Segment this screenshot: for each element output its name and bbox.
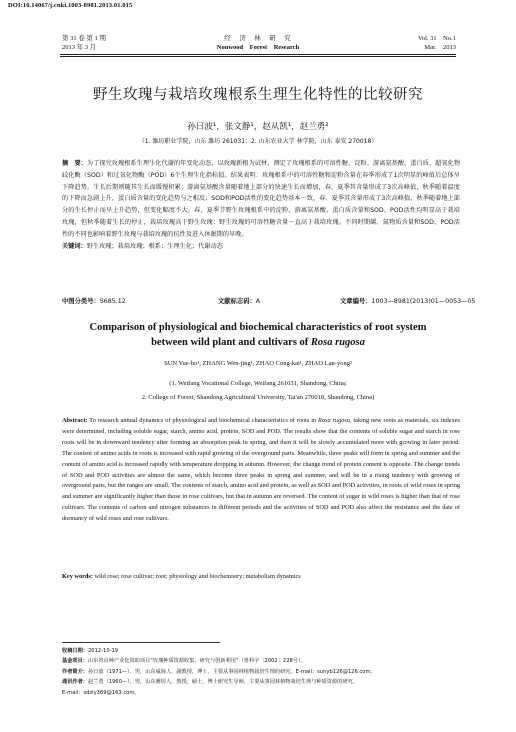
en-keywords-label: Key words: xyxy=(62,573,93,580)
cn-abstract-text: 为了探究玫瑰根系生理生化代谢的年变化动态，以玫瑰新根为试材，测定了玫瑰根系的可溶性糖、淀粉、游离氨基酸、蛋白质、超氧化物歧化酶（SOD）和过氧化物酶（POD）6个生理生化指标值。结果表明：玫瑰根系中的可溶性糖和淀粉含量在春季形成了1次明显的峰值后总体呈下降趋势，生长后期则随其生长而缓慢积累；游离氨基酸含量随着地上部分的快速生长而增加，春、夏季其含量形成了3次高峰值，秋季随着温度的下降而急剧上升，蛋白质含量的变化趋势与之相反；SOD和POD活性的变化趋势基本一致，春、夏季其含量形成了3次高峰值，秋季随着地上部分的生长停止而呈上升趋势，但变化幅度不大。春、夏季节野生玫瑰根系中的淀粉、游离氨基酸、蛋白质含量和SOD、POD活性均明显高于栽培玫瑰，但秋季随着生长的停止，栽培玫瑰高于野生玫瑰；野生玫瑰的可溶性糖含量一直高于栽培玫瑰。不同时期碳、氮物质含量和SOD、POD活性的不同也影响着野生玫瑰与栽培玫瑰的抗性及进入休眠期的早晚。 xyxy=(62,160,461,238)
en-affiliation-2: 2. College of Forest, Shandong Agricultural University, Tai'an 270018, Shandong, China) xyxy=(141,394,375,401)
footnote-author2-email: E-mail：sdzly369@163.com。 xyxy=(62,689,140,696)
en-abstract-text-1: To research annual dynamics of physiological and biochemical characteristics of roots in xyxy=(87,417,319,424)
en-affiliations xyxy=(0,377,516,405)
received-label: 收稿日期： xyxy=(62,648,88,654)
cn-keywords: 野生玫瑰；栽培玫瑰；根系；生理生化；代谢动态 xyxy=(86,242,223,250)
cn-affiliations: （1. 潍坊职业学院，山东 潍坊 261031；2. 山东农业大学 林学院，山东 泰安 270018） xyxy=(138,138,378,145)
fund-label: 基金项目： xyxy=(62,658,88,665)
clc-value: S685.12 xyxy=(99,298,126,305)
en-keywords-block xyxy=(62,573,460,580)
footnotes xyxy=(62,646,462,698)
cn-keywords-label: 关键词： xyxy=(62,242,87,250)
publication-date: 2013 年 3 月 xyxy=(62,44,97,51)
en-title xyxy=(0,320,516,350)
doc-code-value: A xyxy=(255,298,261,305)
en-abstract-text-2: , taking new roots as materials, six indexes were determined, including soluble sugar, starch, amino acid, protein, SOD and POD. The results show that the contents of soluble sugar and starch in rose roots will be in downward tendency after forming an absorption peak in spring, and then it will be slowly accumulated more with growing in later period. The content of amino acids in roots is increased with rapid growing of the overground parts. Meanwhile, three peaks will form in spring and summer and the content of amino acid is increased rapidly with temperature dropping in autumn. However, the change trend of protein content is opposite. The change trends of SOD and POD activities are almost the same, which become three peaks in spring and summer, and will be in a rising tendency with growing of overground parts, but the ranges are small. The contents of starch, amino acid and protein, as well as SOD and POD activities, in roots of wild roses in spring and summer are significantly higher than those in rose cultivars, but that in autumn are reversed. The content of sugar in wild roses is higher than that of rose cultivars. The contents of carbon and nitrogen substances in different periods and the activities of SOD and POD also affect the resistance and the date of dormancy of wild roses and rose cultivars. xyxy=(62,417,460,523)
en-abstract-block xyxy=(62,416,460,525)
footnote-rule xyxy=(62,642,220,643)
en-title-species: Rosa rugosa xyxy=(310,337,365,348)
en-keywords: wild rose; rose cultivar; root; physiology and biochemistry; metabolism dynamics xyxy=(92,573,301,580)
cn-authors: 孙曰波¹，张文静¹，赵从凯¹，赵兰勇² xyxy=(187,122,329,132)
article-no-field xyxy=(340,296,475,305)
author2-text: 赵兰勇（1960—），男，山东潍坊人，教授，硕士，博士研究生导师，主要从事园林植物栽培生理与种质资源的研究。 xyxy=(87,679,358,686)
footnote-received xyxy=(62,646,462,656)
en-title-line2-text: between wild plant and cultivars of xyxy=(151,337,311,348)
en-title-line1: Comparison of physiological and biochemical characteristics of root system xyxy=(89,322,427,333)
footnote-fund xyxy=(62,656,462,666)
en-abstract-label: Abstract: xyxy=(62,417,88,424)
cn-abstract-label: 摘 要： xyxy=(62,160,87,167)
journal-volume-info-en xyxy=(418,34,456,52)
author1-label: 作者简介： xyxy=(62,668,88,675)
fund-text: 山东省良种产业化资助项目“玫瑰种质资源收集、研究与创新利用”（鲁科字〔2002〕228号）。 xyxy=(87,658,306,665)
doi-line: DOI:10.14067/j.cnki.1003-8981.2013.01.015 xyxy=(8,2,133,9)
doc-code-field xyxy=(218,296,260,305)
doc-code-label: 文献标志码： xyxy=(218,298,256,305)
header-rule-thin xyxy=(60,56,456,57)
footnote-author1 xyxy=(62,667,462,677)
journal-name-en: Nonwood Forest Research xyxy=(216,44,300,51)
volume-issue-en: Vol. 31 No.1 xyxy=(418,35,456,42)
clc-field xyxy=(62,296,126,305)
publication-date-en: Mar. 2013 xyxy=(424,44,456,51)
en-affiliation-1: (1. Weifang Vocational College, Weifang 261031, Shandong, China; xyxy=(169,380,347,387)
author1-text: 孙曰波（1971—），男，山东威海人，副教授，博士，主要从事园林植物栽培生理的研究。E-mail：sunyb126@126.com。 xyxy=(87,668,376,675)
clc-label: 中图分类号： xyxy=(62,298,100,305)
en-abstract-species: Rosa rugosa xyxy=(318,417,350,424)
header-rule xyxy=(60,54,456,55)
article-no-value: 1003—8981(2013)01—0053—05 xyxy=(371,298,476,305)
article-no-label: 文章编号： xyxy=(340,298,372,305)
en-title-line2 xyxy=(0,335,516,350)
author2-label: 通讯作者： xyxy=(62,679,88,686)
received-date: 2012-10-19 xyxy=(87,648,119,654)
en-authors: SUN Yue-bo¹, ZHANG Wen-jing¹, ZHAO Cong-kai¹, ZHAO Lan-yong² xyxy=(164,360,352,367)
journal-name-cn: 经 济 林 研 究 xyxy=(224,35,292,42)
footnote-author2 xyxy=(62,677,462,687)
volume-issue: 第 31 卷 第 1 期 xyxy=(62,35,106,42)
cn-title: 野生玫瑰与栽培玫瑰根系生理生化特性的比较研究 xyxy=(93,87,423,103)
cn-abstract-block xyxy=(62,158,460,252)
